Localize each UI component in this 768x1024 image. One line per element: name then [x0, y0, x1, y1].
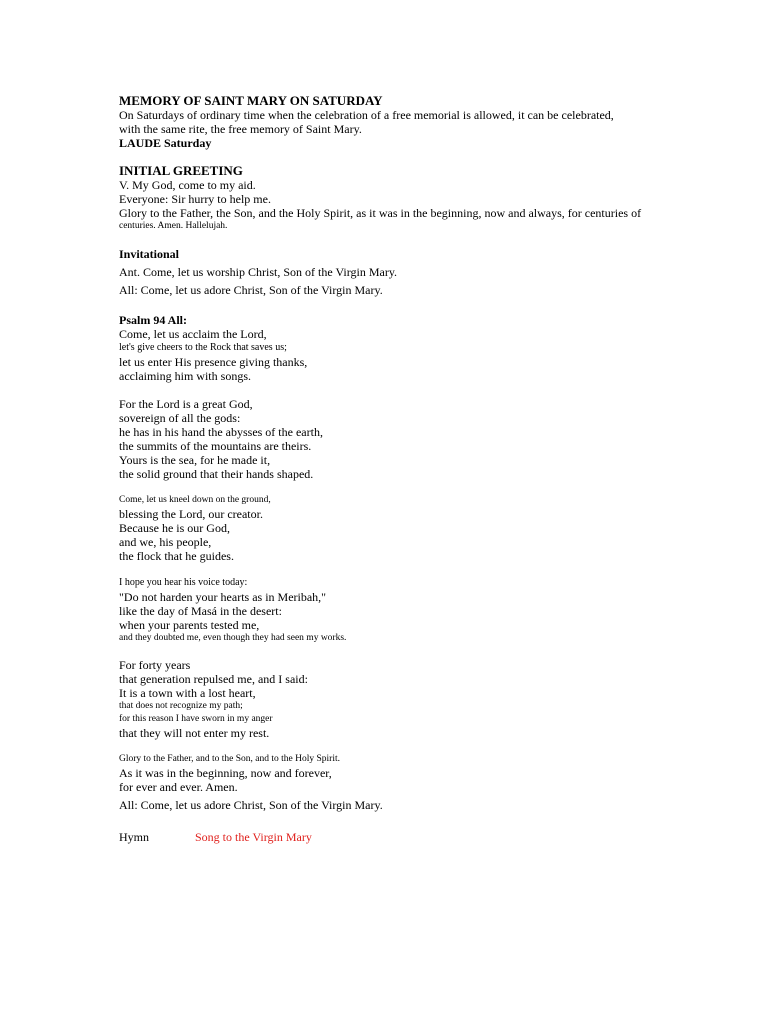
invitational-ant: Ant. Come, let us worship Christ, Son of the Virgin Mary. [119, 265, 398, 279]
psalm-line: For the Lord is a great God, [119, 397, 253, 411]
greeting-line-4: centuries. Amen. Hallelujah. [119, 221, 228, 231]
psalm-line: and we, his people, [119, 535, 212, 549]
psalm-heading: Psalm 94 All: [119, 313, 187, 327]
psalm-line: It is a town with a lost heart, [119, 686, 256, 700]
initial-greeting-heading: INITIAL GREETING [119, 163, 243, 178]
psalm-line: when your parents tested me, [119, 618, 260, 632]
laude-heading: LAUDE Saturday [119, 136, 212, 150]
doxology-line: Glory to the Father, and to the Son, and to the Holy Spirit. [119, 754, 340, 764]
psalm-line: Come, let us acclaim the Lord, [119, 327, 267, 341]
psalm-line: the summits of the mountains are theirs. [119, 439, 312, 453]
psalm-line: blessing the Lord, our creator. [119, 507, 263, 521]
hymn-row [119, 830, 719, 844]
greeting-line-1: V. My God, come to my aid. [119, 178, 256, 192]
document-page [119, 94, 719, 844]
hymn-title: Song to the Virgin Mary [195, 830, 312, 844]
psalm-line: I hope you hear his voice today: [119, 577, 248, 588]
psalm-line: that does not recognize my path; [119, 701, 243, 711]
psalm-line: and they doubted me, even though they had seen my works. [119, 633, 347, 643]
doxology-line: for ever and ever. Amen. [119, 780, 238, 794]
psalm-line: Because he is our God, [119, 521, 230, 535]
psalm-line: "Do not harden your hearts as in Meribah," [119, 590, 327, 604]
psalm-line: for this reason I have sworn in my anger [119, 714, 273, 724]
psalm-line: acclaiming him with songs. [119, 369, 251, 383]
psalm-line: Yours is the sea, for he made it, [119, 453, 271, 467]
psalm-line: let us enter His presence giving thanks, [119, 355, 308, 369]
document-title: MEMORY OF SAINT MARY ON SATURDAY [119, 93, 383, 108]
hymn-label: Hymn [119, 830, 149, 844]
psalm-line: the solid ground that their hands shaped. [119, 467, 314, 481]
psalm-line: that they will not enter my rest. [119, 726, 270, 740]
psalm-line: sovereign of all the gods: [119, 411, 241, 425]
psalm-line: let's give cheers to the Rock that saves us; [119, 342, 287, 353]
intro-line-1: On Saturdays of ordinary time when the celebration of a free memorial is allowed, it can be celebrated, [119, 108, 614, 122]
intro-line-2: with the same rite, the free memory of Saint Mary. [119, 122, 362, 136]
greeting-line-3: Glory to the Father, the Son, and the Holy Spirit, as it was in the beginning, now and always, for centuries of [119, 206, 642, 220]
invitational-heading: Invitational [119, 247, 180, 261]
psalm-line: the flock that he guides. [119, 549, 234, 563]
psalm-line: For forty years [119, 658, 191, 672]
greeting-line-2: Everyone: Sir hurry to help me. [119, 192, 271, 206]
psalm-line: Come, let us kneel down on the ground, [119, 495, 271, 505]
psalm-line: like the day of Masá in the desert: [119, 604, 282, 618]
invitational-all: All: Come, let us adore Christ, Son of the Virgin Mary. [119, 283, 383, 297]
psalm-closing-all: All: Come, let us adore Christ, Son of the Virgin Mary. [119, 798, 383, 812]
doxology-line: As it was in the beginning, now and forever, [119, 766, 332, 780]
psalm-line: he has in his hand the abysses of the earth, [119, 425, 323, 439]
psalm-line: that generation repulsed me, and I said: [119, 672, 308, 686]
